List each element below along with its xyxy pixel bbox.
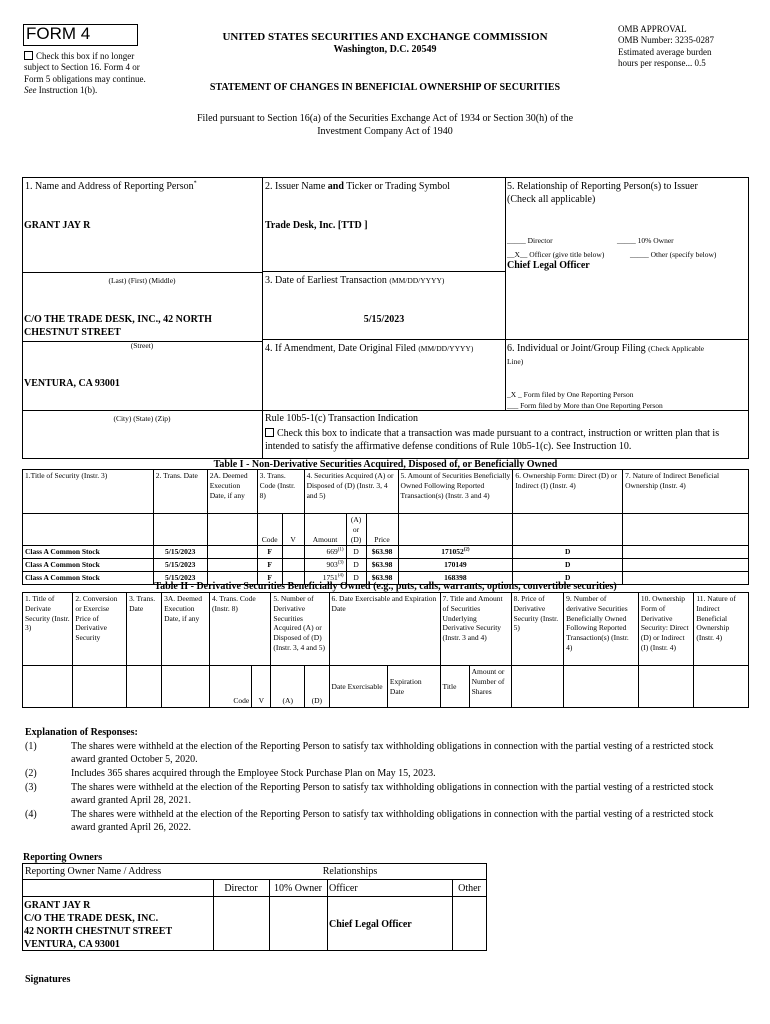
- owners-col-other: Other: [458, 883, 481, 894]
- owners-col-name: Reporting Owner Name / Address: [25, 866, 162, 877]
- table2: [22, 592, 749, 708]
- reporting-person-name: GRANT JAY R: [24, 220, 91, 231]
- t1-cell-owned: 170149: [398, 559, 513, 572]
- explanation-item: [25, 767, 735, 780]
- table1: [22, 469, 749, 585]
- t1-cell-price: $63.98: [366, 559, 398, 572]
- issuer-name: Trade Desk, Inc. [TTD ]: [265, 220, 368, 231]
- t2-col7-header: 7. Title and Amount of Securities Underlying Derivative Security (Instr. 3 and 4): [440, 593, 511, 666]
- footnote-ref: (1): [337, 547, 344, 553]
- t1-cell-deemed: [207, 546, 257, 559]
- explanation-item: [25, 740, 735, 766]
- t1-cell-title: Class A Common Stock: [23, 559, 154, 572]
- t1-amount-header: Amount: [304, 514, 346, 546]
- filing-one-person: _X _ Form filed by One Reporting Person: [507, 390, 634, 399]
- box3-label: 3. Date of Earliest Transaction (MM/DD/YYYY): [265, 275, 445, 286]
- t1-cell-amount: 903$^{(3)}$: [304, 559, 346, 572]
- t1-cell-v: [282, 559, 304, 572]
- name-caption: (Last) (First) (Middle): [108, 276, 176, 285]
- agency-city: Washington, D.C. 20549: [333, 44, 437, 55]
- t1-col3-header: 3. Trans. Code (Instr. 8): [257, 470, 304, 514]
- t1-cell-title: Class A Common Stock: [23, 546, 154, 559]
- owner-address-line: GRANT JAY R: [24, 900, 91, 911]
- t1-cell-price: $63.98: [366, 546, 398, 559]
- reporting-person-city: VENTURA, CA 93001: [24, 378, 120, 389]
- footnote-ref: (4): [337, 573, 344, 579]
- t1-cell-owned: 168398: [398, 571, 513, 584]
- no-longer-subject-checkbox[interactable]: [24, 51, 33, 60]
- rule-text: Check this box to indicate that a transaction was made pursuant to a contract, instruction or written plan that is intended to satisfy the affirmative defense conditions of Rule 10b5-1(c). See Instruction 10.: [265, 428, 720, 452]
- table1-title: Table I - Non-Derivative Securities Acquired, Disposed of, or Beneficially Owned: [213, 459, 558, 470]
- reporting-person-street: C/O THE TRADE DESK, INC., 42 NORTH CHESTNUT STREET: [24, 314, 212, 338]
- t2-exp-header: Expiration Date: [387, 666, 440, 708]
- t1-cell-date: 5/15/2023: [153, 546, 207, 559]
- city-caption: (City) (State) (Zip): [113, 414, 171, 423]
- owners-col-10pct: 10% Owner: [273, 883, 323, 894]
- t1-cell-price: $63.98: [366, 571, 398, 584]
- t1-cell-title: Class A Common Stock: [23, 571, 154, 584]
- t1-cell-code: F: [257, 546, 282, 559]
- t1-cell-date: 5/15/2023: [153, 571, 207, 584]
- explanation-title: Explanation of Responses:: [25, 727, 138, 738]
- owners-col-relationships: Relationships: [322, 866, 378, 877]
- omb-approval: OMB APPROVAL OMB Number: 3235-0287 Estimated average burden hours per response... 0.5: [618, 24, 714, 68]
- t1-col2-header: 2. Trans. Date: [153, 470, 207, 514]
- t2-date-ex-header: Date Exercisable: [329, 666, 387, 708]
- statement-title: STATEMENT OF CHANGES IN BENEFICIAL OWNERSHIP OF SECURITIES: [209, 82, 561, 93]
- box2-label: 2. Issuer Name and Ticker or Trading Symbol: [265, 181, 451, 192]
- t2-col10-header: 10. Ownership Form of Derivative Security: Direct (D) or Indirect (I) (Instr. 4): [638, 593, 693, 666]
- t1-cell-amount: 1751$^{(4)}$: [304, 571, 346, 584]
- t1-code-header: Code: [257, 514, 282, 546]
- t1-cell-code: F: [257, 571, 282, 584]
- t2-col3a-header: 3A. Deemed Execution Date, if any: [162, 593, 210, 666]
- owner-address-line: C/O THE TRADE DESK, INC.: [24, 913, 159, 924]
- explanation-item: [25, 808, 735, 834]
- table-row: [23, 559, 749, 572]
- explanation-item: [25, 781, 735, 807]
- t1-cell-amount: 669$^{(1)}$: [304, 546, 346, 559]
- t2-col6-header: 6. Date Exercisable and Expiration Date: [329, 593, 440, 666]
- t2-col2-header: 2. Conversion or Exercise Price of Derivative Security: [73, 593, 127, 666]
- t1-col6-header: 6. Ownership Form: Direct (D) or Indirect (I) (Instr. 4): [513, 470, 623, 514]
- t1-ad-header: (A) or (D): [346, 514, 366, 546]
- filed-pursuant: Filed pursuant to Section 16(a) of the Securities Exchange Act of 1934 or Section 30(h) of the Investment Company Act of 1940: [196, 113, 574, 137]
- agency-name: UNITED STATES SECURITIES AND EXCHANGE COMMISSION: [222, 31, 548, 43]
- footnote-ref: (3): [337, 560, 344, 566]
- owner-officer-value: Chief Legal Officer: [329, 919, 412, 930]
- t2-col5-header: 5. Number of Derivative Securities Acquired (A) or Disposed of (D) (Instr. 3, 4 and 5): [271, 593, 329, 666]
- filing-more-persons: ___ Form filed by More than One Reporting Person: [507, 401, 663, 410]
- rule-title: Rule 10b5-1(c) Transaction Indication: [265, 413, 419, 424]
- table2-title: Table II - Derivative Securities Beneficially Owned (e.g., puts, calls, warrants, options, convertible securities): [154, 581, 617, 592]
- t1-cell-ad: D: [346, 559, 366, 572]
- footnote-ref: (2): [463, 547, 470, 553]
- owner-address-line: VENTURA, CA 93001: [24, 939, 120, 950]
- t1-cell-form: D: [513, 546, 623, 559]
- t1-cell-owned: 171052$^{(2)}$: [398, 546, 513, 559]
- box1-label: 1. Name and Address of Reporting Person*: [25, 180, 197, 192]
- t1-cell-code: F: [257, 559, 282, 572]
- t2-col1-header: 1. Title of Derivate Security (Instr. 3): [23, 593, 73, 666]
- officer-title: Chief Legal Officer: [507, 260, 590, 271]
- explanation-number: (3): [25, 782, 37, 793]
- t2-v-header: V: [252, 666, 271, 708]
- relationship-officer: __X__ Officer (give title below): [507, 250, 605, 259]
- box5-label: 5. Relationship of Reporting Person(s) to Issuer (Check all applicable): [507, 181, 698, 205]
- relationship-director: _____ Director: [507, 236, 553, 245]
- t2-col4-header: 4. Trans. Code (Instr. 8): [210, 593, 271, 666]
- t2-d-header: (D): [305, 666, 329, 708]
- owners-title: Reporting Owners: [23, 852, 103, 863]
- t2-col3-header: 3. Trans. Date: [127, 593, 162, 666]
- box6-label: 6. Individual or Joint/Group Filing (Check Applicable Line): [507, 343, 705, 366]
- explanation-text: The shares were withheld at the election of the Reporting Person to satisfy tax withholding obligations in connection with the partial vesting of a restricted stock award granted April 26, 2022.: [71, 809, 714, 833]
- t1-cell-form: D: [513, 559, 623, 572]
- owner-address-line: 42 NORTH CHESTNUT STREET: [24, 926, 173, 937]
- t2-title-header: Title: [440, 666, 469, 708]
- explanation-list: [25, 740, 735, 835]
- t2-col9-header: 9. Number of derivative Securities Beneficially Owned Following Reported Transaction(s) (Instr. 4): [564, 593, 639, 666]
- t1-cell-deemed: [207, 559, 257, 572]
- t1-cell-nature: [623, 559, 749, 572]
- t1-cell-form: D: [513, 571, 623, 584]
- relationship-10pct: _____ 10% Owner: [617, 236, 674, 245]
- explanation-number: (1): [25, 741, 37, 752]
- box4-label: 4. If Amendment, Date Original Filed (MM/DD/YYYY): [265, 343, 474, 354]
- signatures-title: Signatures: [25, 974, 71, 985]
- t1-cell-ad: D: [346, 546, 366, 559]
- t2-code-header: Code: [210, 666, 252, 708]
- street-caption: (Street): [130, 341, 154, 350]
- no-longer-subject-note: Check this box if no longer subject to Section 16. Form 4 or Form 5 obligations may continue. See Instruction 1(b).: [24, 51, 146, 95]
- t2-col11-header: 11. Nature of Indirect Beneficial Ownership (Instr. 4): [694, 593, 749, 666]
- t2-a-header: (A): [271, 666, 305, 708]
- explanation-number: (4): [25, 809, 37, 820]
- relationship-other: _____ Other (specify below): [630, 250, 717, 259]
- rule-checkbox[interactable]: [265, 428, 274, 437]
- t1-col4-header: 4. Securities Acquired (A) or Disposed of (D) (Instr. 3, 4 and 5): [304, 470, 398, 514]
- t1-cell-v: [282, 546, 304, 559]
- owners-col-director: Director: [224, 883, 258, 894]
- explanation-number: (2): [25, 768, 37, 779]
- explanation-text: Includes 365 shares acquired through the Employee Stock Purchase Plan on May 15, 2023.: [71, 768, 436, 779]
- t2-amount-header: Amount or Number of Shares: [469, 666, 511, 708]
- t1-price-header: Price: [366, 514, 398, 546]
- t1-cell-ad: D: [346, 571, 366, 584]
- t1-v-header: V: [282, 514, 304, 546]
- t1-col2a-header: 2A. Deemed Execution Date, if any: [207, 470, 257, 514]
- explanation-text: The shares were withheld at the election of the Reporting Person to satisfy tax withholding obligations in connection with the partial vesting of a restricted stock award granted April 28, 2021.: [71, 782, 714, 806]
- t1-col1-header: 1.Title of Security (Instr. 3): [23, 470, 154, 514]
- form-title: FORM 4: [26, 24, 91, 43]
- explanation-text: The shares were withheld at the election of the Reporting Person to satisfy tax withholding obligations in connection with the partial vesting of a restricted stock award granted October 5, 2020.: [71, 741, 714, 765]
- t2-col8-header: 8. Price of Derivative Security (Instr. 5): [511, 593, 564, 666]
- earliest-transaction-date: 5/15/2023: [363, 314, 405, 325]
- owners-col-officer: Officer: [329, 883, 358, 894]
- t1-cell-date: 5/15/2023: [153, 559, 207, 572]
- t1-col7-header: 7. Nature of Indirect Beneficial Ownership (Instr. 4): [623, 470, 749, 514]
- t1-cell-nature: [623, 546, 749, 559]
- owner-name-address: [24, 899, 172, 951]
- t1-col5-header: 5. Amount of Securities Beneficially Owned Following Reported Transaction(s) (Instr. 3 and 4): [398, 470, 513, 514]
- table-row: [23, 546, 749, 559]
